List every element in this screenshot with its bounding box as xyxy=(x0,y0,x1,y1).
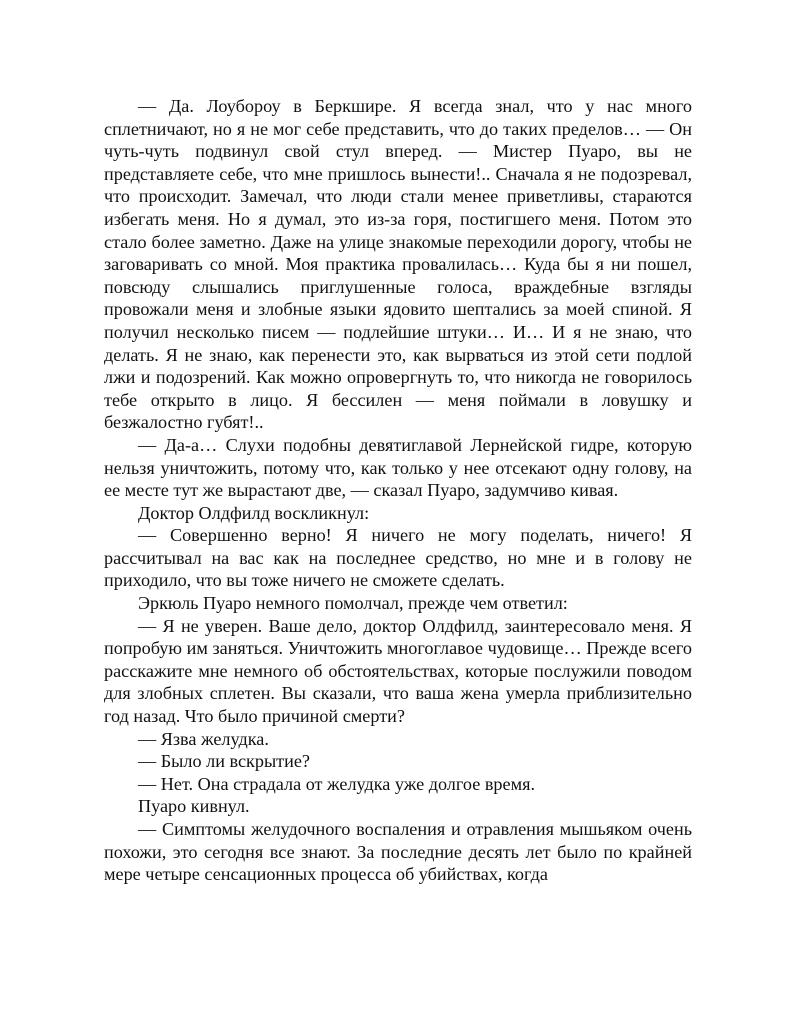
paragraph-11: — Симптомы желудочного воспаления и отравления мышьяком очень похожи, это сегодня все знают. За последние десять лет было по крайней мере четыре сенсационных процесса об убийствах, когда xyxy=(104,819,692,885)
page-body xyxy=(104,95,692,886)
paragraph-2: — Да-а… Слухи подобны девятиглавой Лернейской гидре, которую нельзя уничтожить, потому что, как только у нее отсекают одну голову, на ее месте тут же вырастают две, — сказал Пуаро, задумчиво кивая. xyxy=(104,434,692,501)
paragraph-10: Пуаро кивнул. xyxy=(138,796,250,817)
paragraph-4: — Совершенно верно! Я ничего не могу поделать, ничего! Я рассчитывал на вас как на последнее средство, но мне и в голову не приходило, что вы тоже ничего не сможете сделать. xyxy=(104,525,692,591)
paragraph-7: — Язва желудка. xyxy=(138,728,269,749)
paragraph-6: — Я не уверен. Ваше дело, доктор Олдфилд, заинтересовало меня. Я попробую им заняться. Уничтожить многоглавое чудовище… Прежде всего расскажите мне немного об обстоятельствах, которые послужили поводом для злобных сплетен. Вы сказали, что ваша жена умерла приблизительно год назад. Что было причиной смерти? xyxy=(104,615,692,727)
paragraph-3: Доктор Олдфилд воскликнул: xyxy=(138,502,370,523)
paragraph-9: — Нет. Она страдала от желудка уже долгое время. xyxy=(138,773,535,794)
paragraph-8: — Было ли вскрытие? xyxy=(138,751,310,772)
paragraph-1: — Да. Лоубороу в Беркшире. Я всегда знал, что у нас много сплетничают, но я не мог себе представить, что до таких пределов… — Он чуть-чуть подвинул свой стул вперед. — Мистер Пуаро, вы не представляете себе, что мне пришлось вынести!.. Сначала я не подозревал, что происходит. Замечал, что люди стали менее приветливы, стараются избегать меня. Но я думал, это из-за горя, постигшего меня. Потом это стало более заметно. Даже на улице знакомые переходили дорогу, чтобы не заговаривать со мной. Моя практика провалилась… Куда бы я ни пошел, повсюду слышались приглушенные голоса, враждебные взгляды провожали меня и злобные языки ядовито шептались за моей спиной. Я получил несколько писем — подлейшие штуки… И… И я не знаю, что делать. Я не знаю, как перенести это, как вырваться из этой сети подлой лжи и подозрений. Как можно опровергнуть то, что никогда не говорилось тебе открыто в лицо. Я бессилен — меня поймали в ловушку и безжалостно губят!.. xyxy=(104,96,692,433)
paragraph-5: Эркюль Пуаро немного помолчал, прежде чем ответил: xyxy=(138,593,568,614)
